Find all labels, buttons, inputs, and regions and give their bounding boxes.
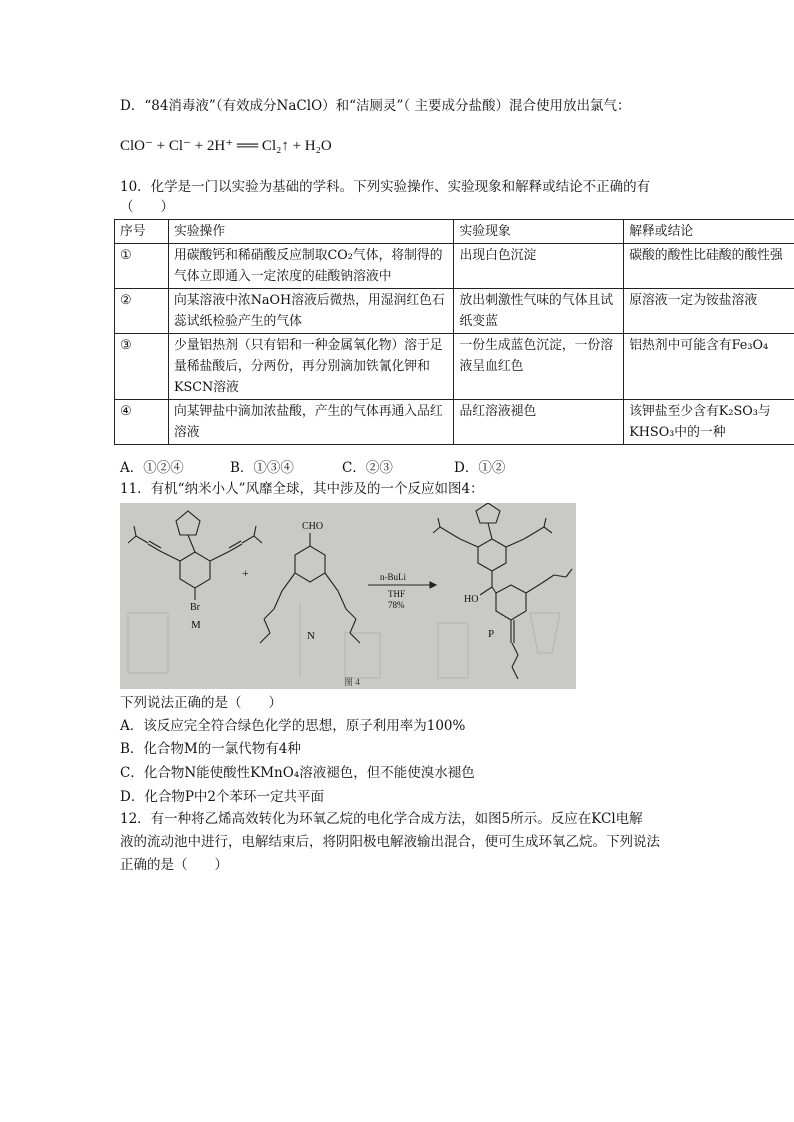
row-observation: 品红溶液褪色	[454, 400, 624, 445]
table-row	[115, 334, 794, 400]
q10-stem: 10．化学是一门以实验为基础的学科。下列实验操作、实验现象和解释或结论不正确的有	[120, 179, 651, 195]
row-conclusion: 铝热剂中可能含有Fe₃O₄	[624, 334, 794, 400]
compound-n-label: N	[307, 630, 315, 642]
q11-prompt: 下列说法正确的是（ ）	[120, 695, 282, 711]
compound-m-label: M	[191, 619, 201, 631]
row-operation: 少量铝热剂（只有铝和一种金属氧化物）溶于足量稀盐酸后，分两份，再分别滴加铁氰化钾和KSCN溶液	[168, 334, 454, 400]
row-operation: 用碳酸钙和稀硝酸反应制取CO₂气体，将制得的气体立即通入一定浓度的硅酸钠溶液中	[168, 244, 454, 289]
row-number: ③	[115, 334, 169, 400]
background-apparatus	[128, 603, 560, 678]
header-cell: 解释或结论	[624, 220, 794, 244]
table-row	[115, 244, 794, 289]
row-conclusion: 碳酸的酸性比硅酸的酸性强	[624, 244, 794, 289]
row-conclusion: 该钾盐至少含有K₂SO₃与KHSO₃中的一种	[624, 400, 794, 445]
header-cell: 实验操作	[168, 220, 454, 244]
hydroxyl-label: HO	[464, 594, 479, 605]
q10-paren: （ ）	[120, 199, 174, 215]
compound-p-label: P	[488, 628, 495, 640]
reaction-figure	[120, 503, 576, 689]
plus-sign: +	[242, 566, 249, 580]
experiment-table	[114, 219, 794, 445]
compound-m-structure	[128, 511, 262, 600]
row-observation: 出现白色沉淀	[454, 244, 624, 289]
q11-stem: 11．有机“纳米小人”风靡全球，其中涉及的一个反应如图4：	[120, 481, 484, 497]
row-number: ①	[115, 244, 169, 289]
q9-option-d: D．“84消毒液”（有效成分NaClO）和“洁厕灵”（ 主要成分盐酸）混合使用放出氯气：	[120, 98, 631, 114]
q11-option-d[interactable]: D．化合物P中2个苯环一定共平面	[120, 789, 324, 805]
q11-option-b[interactable]: B．化合物M的一氯代物有4种	[120, 741, 301, 757]
row-number: ④	[115, 400, 169, 445]
row-operation: 向某溶液中浓NaOH溶液后微热，用湿润红色石蕊试纸检验产生的气体	[168, 289, 454, 334]
q10-option-a[interactable]: A．①②④	[120, 460, 184, 476]
yield-label: 78%	[388, 600, 405, 610]
q11-option-c[interactable]: C．化合物N能使酸性KMnO₄溶液褪色，但不能使溴水褪色	[120, 765, 475, 781]
q12-line-2: 液的流动池中进行，电解结束后，将阴阳极电解液输出混合，便可生成环氧乙烷。下列说法	[120, 834, 660, 850]
header-cell: 实验现象	[454, 220, 624, 244]
table-header-row	[115, 220, 794, 244]
row-observation: 一份生成蓝色沉淀，一份溶液呈血红色	[454, 334, 624, 400]
compound-n-structure	[260, 533, 360, 643]
q11-option-a[interactable]: A．该反应完全符合绿色化学的思想，原子利用率为100%	[120, 718, 466, 734]
reagent-label: n-BuLi	[380, 572, 406, 582]
q12-line-1: 12．有一种将乙烯高效转化为环氧乙烷的电化学合成方法，如图5所示。反应在KCl电解	[120, 811, 643, 827]
solvent-label: THF	[388, 589, 406, 599]
q10-option-c[interactable]: C．②③	[342, 460, 393, 476]
q10-options	[120, 458, 505, 478]
table-row	[115, 400, 794, 445]
header-cell: 序号	[115, 220, 169, 244]
row-number: ②	[115, 289, 169, 334]
row-conclusion: 原溶液一定为铵盐溶液	[624, 289, 794, 334]
figure-caption: 图 4	[344, 677, 360, 687]
q9-equation: ClO⁻ + Cl⁻ + 2H⁺ ══ Cl₂↑ + H₂O	[120, 138, 332, 154]
q12-line-3: 正确的是（ ）	[120, 857, 228, 873]
q10-option-b[interactable]: B．①③④	[230, 460, 294, 476]
row-observation: 放出刺激性气味的气体且试纸变蓝	[454, 289, 624, 334]
q10-option-d[interactable]: D．①②	[454, 460, 506, 476]
aldehyde-label: CHO	[302, 521, 324, 532]
row-operation: 向某钾盐中滴加浓盐酸，产生的气体再通入品红溶液	[168, 400, 454, 445]
arrow-head-icon	[430, 582, 436, 588]
table-row	[115, 289, 794, 334]
bromo-label: Br	[190, 602, 200, 613]
